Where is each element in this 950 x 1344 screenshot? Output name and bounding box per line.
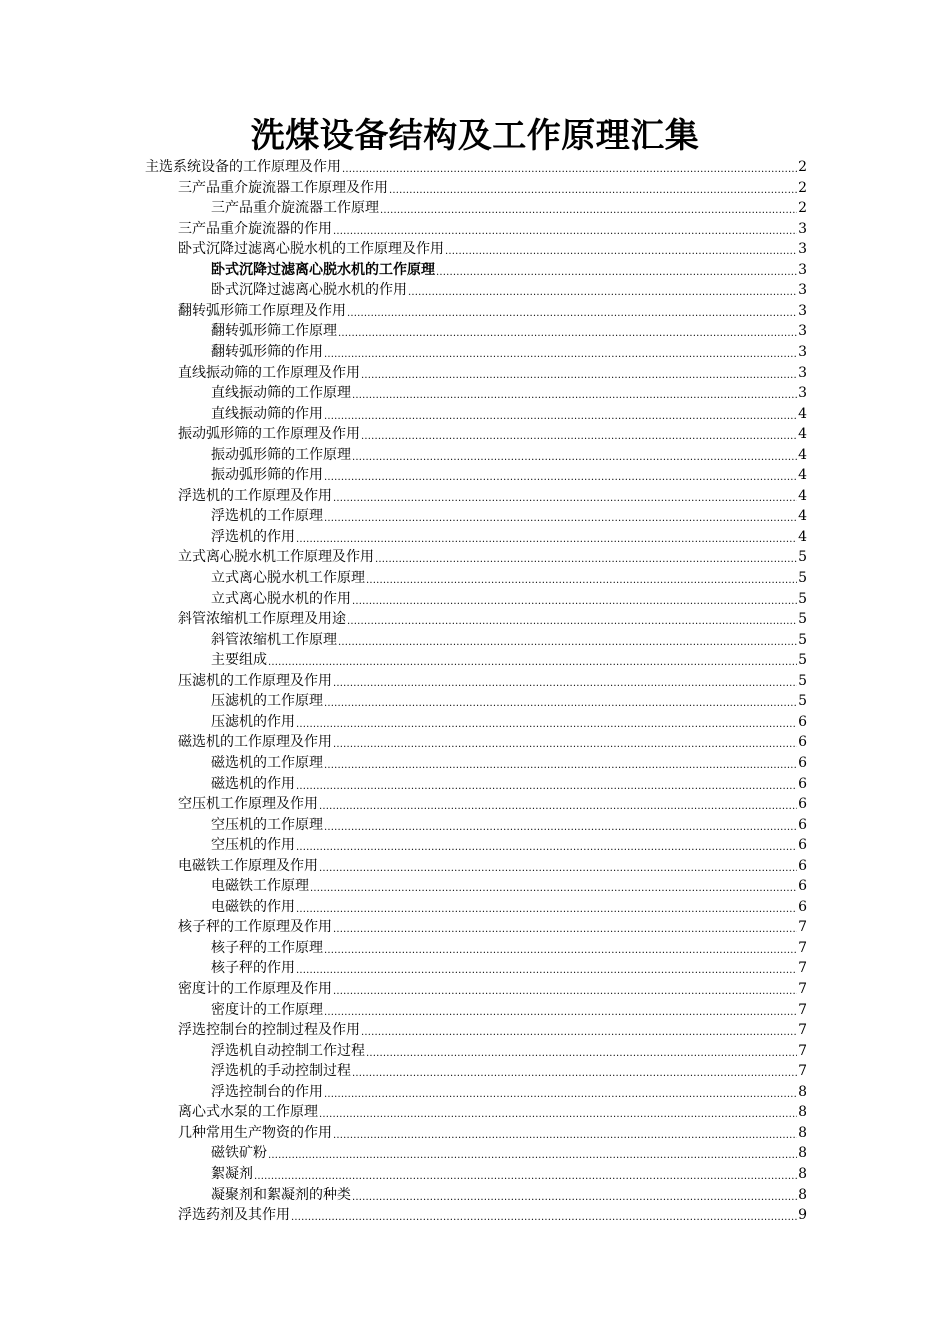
toc-entry[interactable]	[211, 567, 807, 587]
toc-page-number: 5	[798, 672, 807, 689]
toc-entry[interactable]	[178, 485, 807, 505]
toc-page-number: 4	[798, 405, 807, 422]
toc-entry[interactable]	[178, 300, 807, 320]
toc-entry-label: 几种常用生产物资的作用	[178, 1124, 332, 1141]
toc-page-number: 7	[798, 960, 807, 977]
toc-page-number: 6	[798, 837, 807, 854]
toc-page-number: 4	[798, 508, 807, 525]
toc-entry[interactable]	[211, 649, 807, 669]
toc-entry-label: 空压机工作原理及作用	[178, 796, 318, 813]
toc-entry[interactable]	[211, 588, 807, 608]
toc-page-number: 2	[798, 179, 807, 196]
toc-page-number: 8	[798, 1124, 807, 1141]
toc-entry-label: 压滤机的工作原理及作用	[178, 672, 332, 689]
toc-dot-leader	[436, 261, 797, 279]
toc-entry-label: 磁选机的工作原理及作用	[178, 734, 332, 751]
toc-dot-leader	[296, 959, 797, 977]
toc-dot-leader	[333, 1124, 797, 1142]
toc-dot-leader	[375, 548, 797, 566]
toc-dot-leader	[380, 199, 797, 217]
toc-entry-label: 卧式沉降过滤离心脱水机的作用	[211, 282, 407, 299]
toc-dot-leader	[324, 1001, 797, 1019]
toc-dot-leader	[319, 857, 797, 875]
toc-page-number: 7	[798, 1001, 807, 1018]
toc-entry[interactable]	[178, 670, 807, 690]
toc-entry[interactable]	[211, 1142, 807, 1162]
toc-entry-label: 卧式沉降过滤离心脱水机的工作原理及作用	[178, 241, 444, 258]
toc-page-number: 3	[798, 364, 807, 381]
toc-page-number: 3	[798, 282, 807, 299]
toc-dot-leader	[333, 672, 797, 690]
toc-dot-leader	[352, 590, 797, 608]
toc-page-number: 4	[798, 426, 807, 443]
toc-dot-leader	[254, 1165, 797, 1183]
toc-dot-leader	[347, 610, 797, 628]
toc-entry-label: 斜管浓缩机工作原理	[211, 631, 337, 648]
toc-entry-label: 絮凝剂	[211, 1165, 253, 1182]
toc-page-number: 5	[798, 693, 807, 710]
toc-entry[interactable]	[178, 1101, 807, 1121]
toc-entry[interactable]	[211, 1060, 807, 1080]
toc-page-number: 6	[798, 816, 807, 833]
toc-page-number: 8	[798, 1145, 807, 1162]
toc-entry[interactable]	[211, 937, 807, 957]
toc-entry[interactable]	[178, 218, 807, 238]
toc-entry[interactable]	[211, 1163, 807, 1183]
toc-entry-label: 浮选控制台的控制过程及作用	[178, 1022, 360, 1039]
toc-page-number: 3	[798, 261, 807, 278]
toc-page-number: 7	[798, 939, 807, 956]
toc-entry[interactable]	[211, 259, 807, 279]
toc-page-number: 3	[798, 302, 807, 319]
toc-dot-leader	[324, 466, 797, 484]
toc-dot-leader	[324, 754, 797, 772]
toc-dot-leader	[324, 939, 797, 957]
toc-entry-label: 浮选机的手动控制过程	[211, 1063, 351, 1080]
toc-entry-label: 核子秤的工作原理	[211, 939, 323, 956]
toc-entry-label: 振动弧形筛的工作原理	[211, 446, 351, 463]
toc-dot-leader	[389, 179, 797, 197]
toc-dot-leader	[445, 240, 797, 258]
toc-dot-leader	[338, 631, 797, 649]
toc-dot-leader	[268, 651, 797, 669]
toc-dot-leader	[324, 816, 797, 834]
toc-dot-leader	[296, 836, 797, 854]
toc-entry-label: 电磁铁工作原理	[211, 878, 309, 895]
toc-dot-leader	[352, 1186, 797, 1204]
toc-page-number: 6	[798, 775, 807, 792]
toc-dot-leader	[296, 528, 797, 546]
toc-entry-label: 振动弧形筛的作用	[211, 467, 323, 484]
toc-page-number: 5	[798, 549, 807, 566]
toc-entry[interactable]	[178, 731, 807, 751]
toc-entry[interactable]	[211, 320, 807, 340]
toc-page-number: 7	[798, 919, 807, 936]
toc-page-number: 3	[798, 385, 807, 402]
toc-dot-leader	[352, 446, 797, 464]
toc-entry-label: 浮选控制台的作用	[211, 1083, 323, 1100]
toc-dot-leader	[324, 343, 797, 361]
toc-dot-leader	[333, 733, 797, 751]
toc-entry-label: 主选系统设备的工作原理及作用	[145, 159, 341, 175]
toc-page-number: 8	[798, 1104, 807, 1121]
toc-entry[interactable]	[211, 1081, 807, 1101]
toc-entry[interactable]	[211, 464, 807, 484]
toc-dot-leader	[319, 795, 797, 813]
toc-page-number: 4	[798, 467, 807, 484]
toc-dot-leader	[361, 364, 797, 382]
toc-page-number: 3	[798, 323, 807, 340]
toc-entry-label: 电磁铁的作用	[211, 898, 295, 915]
toc-dot-leader	[296, 713, 797, 731]
toc-entry[interactable]	[211, 505, 807, 525]
toc-entry-label: 三产品重介旋流器的作用	[178, 220, 332, 237]
toc-page-number: 7	[798, 1063, 807, 1080]
toc-dot-leader	[324, 405, 797, 423]
toc-page-number: 2	[798, 200, 807, 217]
toc-entry-label: 三产品重介旋流器工作原理	[211, 200, 379, 217]
toc-page-number: 8	[798, 1165, 807, 1182]
toc-page-number: 7	[798, 981, 807, 997]
toc-entry-label: 电磁铁工作原理及作用	[178, 857, 318, 874]
toc-entry[interactable]	[178, 855, 807, 875]
toc-entry-label: 空压机的作用	[211, 837, 295, 854]
toc-entry-label: 立式离心脱水机工作原理	[211, 570, 365, 586]
toc-entry[interactable]	[211, 875, 807, 895]
toc-dot-leader	[333, 980, 797, 998]
toc-dot-leader	[310, 877, 797, 895]
toc-entry-label: 立式离心脱水机的作用	[211, 590, 351, 607]
toc-page-number: 3	[798, 220, 807, 237]
toc-entry-label: 斜管浓缩机工作原理及用途	[178, 611, 346, 628]
toc-entry-label: 核子秤的工作原理及作用	[178, 919, 332, 936]
toc-entry[interactable]	[211, 382, 807, 402]
toc-entry[interactable]	[178, 362, 807, 382]
toc-dot-leader	[361, 1021, 797, 1039]
toc-page-number: 6	[798, 754, 807, 771]
toc-page-number: 5	[798, 652, 807, 669]
toc-dot-leader	[347, 302, 797, 320]
toc-entry[interactable]	[145, 156, 807, 176]
toc-page-number: 9	[798, 1207, 807, 1224]
toc-page-number: 8	[798, 1186, 807, 1203]
toc-dot-leader	[408, 281, 797, 299]
toc-entry-label: 浮选机的工作原理及作用	[178, 487, 332, 504]
toc-page-number: 4	[798, 446, 807, 463]
toc-entry[interactable]	[211, 197, 807, 217]
toc-entry[interactable]	[211, 1184, 807, 1204]
toc-entry[interactable]	[211, 1040, 807, 1060]
toc-entry[interactable]	[178, 916, 807, 936]
toc-dot-leader	[324, 507, 797, 525]
toc-entry-label: 翻转弧形筛工作原理	[211, 323, 337, 340]
toc-entry-label: 翻转弧形筛的作用	[211, 343, 323, 360]
toc-entry[interactable]	[211, 711, 807, 731]
toc-entry[interactable]	[178, 978, 807, 998]
toc-entry-label: 主要组成	[211, 652, 267, 669]
toc-dot-leader	[338, 322, 797, 340]
toc-entry[interactable]	[178, 238, 807, 258]
toc-page-number: 3	[798, 343, 807, 360]
toc-entry-label: 振动弧形筛的工作原理及作用	[178, 426, 360, 443]
toc-entry[interactable]	[211, 444, 807, 464]
toc-dot-leader	[352, 1062, 797, 1080]
toc-entry-label: 浮选机的作用	[211, 528, 295, 545]
toc-entry[interactable]	[178, 1019, 807, 1039]
toc-entry[interactable]	[178, 1204, 807, 1224]
toc-dot-leader	[342, 158, 797, 176]
toc-entry-label: 密度计的工作原理	[211, 1001, 323, 1018]
toc-page-number: 3	[798, 241, 807, 258]
toc-entry-label: 三产品重介旋流器工作原理及作用	[178, 179, 388, 196]
toc-dot-leader	[366, 569, 797, 587]
toc-entry-label: 立式离心脱水机工作原理及作用	[178, 549, 374, 566]
toc-entry-label: 密度计的工作原理及作用	[178, 981, 332, 997]
toc-entry[interactable]	[211, 752, 807, 772]
toc-entry-label: 翻转弧形筛工作原理及作用	[178, 302, 346, 319]
toc-entry-label: 浮选药剂及其作用	[178, 1207, 290, 1224]
toc-entry[interactable]	[211, 526, 807, 546]
toc-entry-label: 直线振动筛的作用	[211, 405, 323, 422]
toc-entry[interactable]	[211, 690, 807, 710]
toc-dot-leader	[268, 1144, 797, 1162]
toc-entry[interactable]	[211, 629, 807, 649]
toc-page-number: 7	[798, 1042, 807, 1059]
toc-entry-label: 浮选机的工作原理	[211, 508, 323, 525]
toc-page-number: 6	[798, 898, 807, 915]
toc-page-number: 7	[798, 1022, 807, 1039]
toc-dot-leader	[333, 220, 797, 238]
toc-page-number: 6	[798, 796, 807, 813]
toc-page-number: 8	[798, 1083, 807, 1100]
toc-entry[interactable]	[211, 341, 807, 361]
toc-entry[interactable]	[178, 608, 807, 628]
toc-entry-label: 卧式沉降过滤离心脱水机的工作原理	[211, 261, 435, 278]
toc-page-number: 6	[798, 878, 807, 895]
toc-entry[interactable]	[211, 834, 807, 854]
toc-entry-label: 磁选机的作用	[211, 775, 295, 792]
toc-entry-label: 磁选机的工作原理	[211, 754, 323, 771]
toc-entry-label: 压滤机的作用	[211, 713, 295, 730]
toc-entry[interactable]	[211, 957, 807, 977]
toc-dot-leader	[333, 487, 797, 505]
toc-entry-label: 压滤机的工作原理	[211, 693, 323, 710]
toc-entry[interactable]	[178, 1122, 807, 1142]
toc-dot-leader	[296, 898, 797, 916]
toc-entry[interactable]	[178, 177, 807, 197]
toc-entry[interactable]	[211, 773, 807, 793]
toc-entry[interactable]	[211, 279, 807, 299]
toc-dot-leader	[324, 692, 797, 710]
toc-page-number: 5	[798, 631, 807, 648]
toc-entry-label: 空压机的工作原理	[211, 816, 323, 833]
toc-dot-leader	[291, 1206, 797, 1224]
toc-entry[interactable]	[211, 403, 807, 423]
toc-page-number: 5	[798, 611, 807, 628]
toc-entry[interactable]	[211, 814, 807, 834]
document-title: 洗煤设备结构及工作原理汇集	[250, 116, 700, 156]
toc-page-number: 5	[798, 570, 807, 586]
toc-entry-label: 核子秤的作用	[211, 960, 295, 977]
toc-dot-leader	[333, 918, 797, 936]
toc-page-number: 4	[798, 528, 807, 545]
toc-page-number: 2	[798, 159, 807, 175]
toc-page-number: 5	[798, 590, 807, 607]
toc-entry-label: 直线振动筛的工作原理	[211, 385, 351, 402]
toc-page-number: 6	[798, 734, 807, 751]
toc-dot-leader	[319, 1103, 797, 1121]
toc-entry[interactable]	[211, 896, 807, 916]
toc-entry-label: 浮选机自动控制工作过程	[211, 1042, 365, 1059]
toc-page-number: 6	[798, 713, 807, 730]
toc-dot-leader	[352, 384, 797, 402]
toc-entry[interactable]	[211, 999, 807, 1019]
toc-page-number: 4	[798, 487, 807, 504]
toc-page-number: 6	[798, 857, 807, 874]
toc-dot-leader	[296, 775, 797, 793]
toc-entry-label: 磁铁矿粉	[211, 1145, 267, 1162]
toc-entry[interactable]	[178, 423, 807, 443]
toc-entry-label: 离心式水泵的工作原理	[178, 1104, 318, 1121]
toc-dot-leader	[366, 1042, 797, 1060]
toc-entry-label: 直线振动筛的工作原理及作用	[178, 364, 360, 381]
toc-entry[interactable]	[178, 546, 807, 566]
toc-dot-leader	[361, 425, 797, 443]
toc-dot-leader	[324, 1083, 797, 1101]
toc-entry[interactable]	[178, 793, 807, 813]
toc-entry-label: 凝聚剂和絮凝剂的种类	[211, 1186, 351, 1203]
